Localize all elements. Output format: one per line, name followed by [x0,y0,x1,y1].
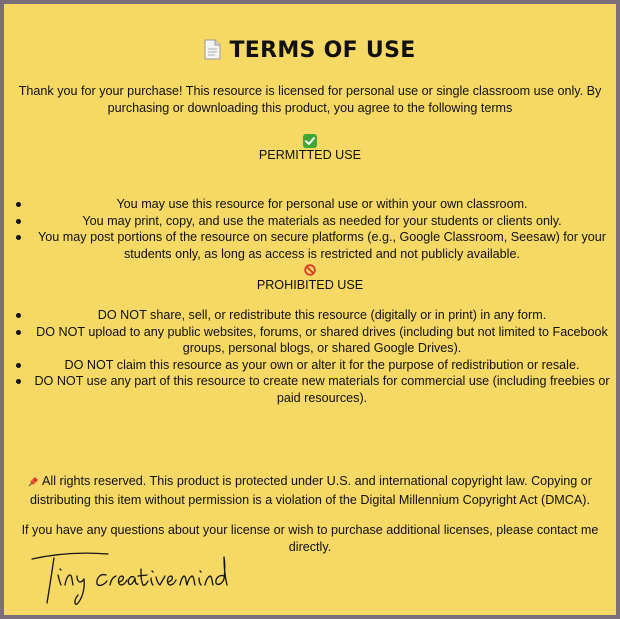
title-text: TERMS OF USE [229,38,416,63]
list-item: DO NOT share, sell, or redistribute this resource (digitally or in print) in any form. [14,307,616,324]
intro-paragraph: Thank you for your purchase! This resource is licensed for personal use or single classroom use only. By purchasing or downloading this product, you agree to the following terms [18,84,602,115]
terms-card [4,4,616,615]
list-item: You may use this resource for personal use or within your own classroom. [14,196,616,213]
permitted-use-list [14,196,616,262]
prohibited-use-heading: PROHIBITED USE [256,278,364,292]
copyright-text: All rights reserved. This product is protected under U.S. and international copyright law. Copying or distributing this item without permission is a violation of the Digital Millennium Copyright Act (DMCA). [30,474,592,507]
prohibited-use-list [14,307,616,406]
pushpin-icon [28,475,39,492]
list-item: DO NOT use any part of this resource to create new materials for commercial use (including freebies or paid resources). [14,373,616,406]
list-item: DO NOT claim this resource as your own or alter it for the purpose of redistribution or resale. [14,357,616,374]
list-item: DO NOT upload to any public websites, forums, or shared drives (including but not limited to Facebook groups, personal blogs, or shared Google Drives). [14,324,616,357]
page-title [4,38,616,63]
list-item: You may post portions of the resource on secure platforms (e.g., Google Classroom, Seesaw) for your students only, as long as access is restricted and not publicly available. [14,229,616,262]
permitted-use-heading: PERMITTED USE [258,148,362,162]
list-item: You may print, copy, and use the materials as needed for your students or clients only. [14,213,616,230]
signature-logo [28,549,228,607]
document-icon [204,39,221,60]
contact-paragraph: If you have any questions about your license or wish to purchase additional licenses, please contact me directly. [21,523,599,554]
copyright-notice [12,473,608,509]
